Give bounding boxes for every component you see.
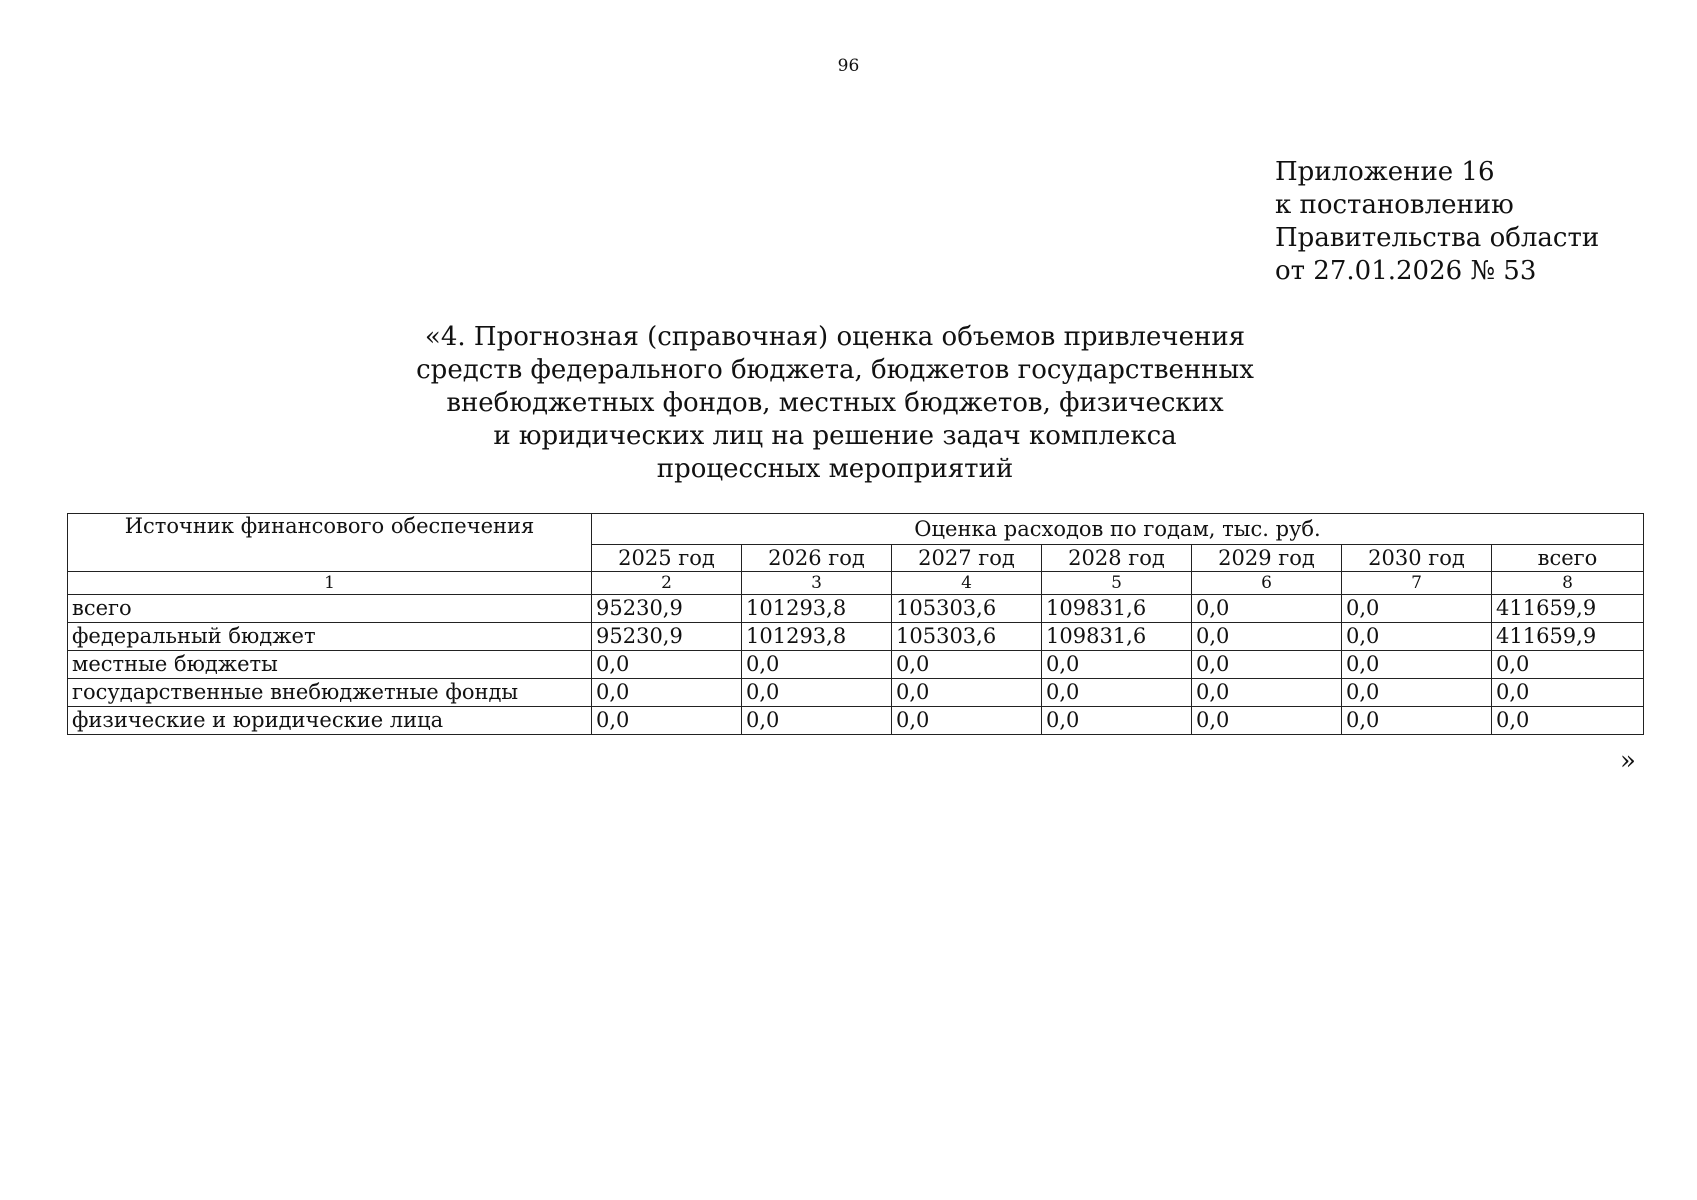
column-number-row bbox=[68, 572, 1644, 595]
table-cell: 0,0 bbox=[1042, 707, 1192, 735]
appendix-line: к постановлению bbox=[1275, 190, 1514, 220]
row-label: государственные внебюджетные фонды bbox=[68, 679, 592, 707]
table-row bbox=[68, 623, 1644, 651]
table-cell: 0,0 bbox=[1192, 679, 1342, 707]
column-number: 6 bbox=[1192, 572, 1342, 595]
table-cell: 0,0 bbox=[1342, 707, 1492, 735]
table-cell: 0,0 bbox=[1492, 679, 1644, 707]
table-cell: 95230,9 bbox=[592, 623, 742, 651]
title-line: средств федерального бюджета, бюджетов государственных bbox=[416, 355, 1254, 385]
column-number: 8 bbox=[1492, 572, 1644, 595]
title-line: «4. Прогнозная (справочная) оценка объемов привлечения bbox=[424, 322, 1246, 352]
table-cell: 0,0 bbox=[592, 707, 742, 735]
source-header: Источник финансового обеспечения bbox=[68, 514, 592, 572]
table-row bbox=[68, 707, 1644, 735]
table-row bbox=[68, 595, 1644, 623]
table-cell: 0,0 bbox=[892, 651, 1042, 679]
row-label: федеральный бюджет bbox=[68, 623, 592, 651]
page-number: 96 bbox=[837, 56, 860, 76]
table-cell: 105303,6 bbox=[892, 595, 1042, 623]
appendix-date-line: от 27.01.2026 № 53 bbox=[1275, 256, 1537, 286]
table-cell: 0,0 bbox=[742, 707, 892, 735]
table-cell: 0,0 bbox=[1192, 595, 1342, 623]
title-line: внебюджетных фондов, местных бюджетов, физических bbox=[446, 388, 1224, 418]
appendix-block bbox=[1275, 156, 1599, 288]
table-cell: 101293,8 bbox=[742, 623, 892, 651]
table-row bbox=[68, 679, 1644, 707]
title-line: процессных мероприятий bbox=[656, 454, 1014, 484]
column-number: 4 bbox=[892, 572, 1042, 595]
table-cell: 411659,9 bbox=[1492, 595, 1644, 623]
table-cell: 0,0 bbox=[1192, 707, 1342, 735]
table-cell: 0,0 bbox=[892, 707, 1042, 735]
table-cell: 105303,6 bbox=[892, 623, 1042, 651]
year-header: 2025 год bbox=[592, 545, 742, 572]
table-cell: 411659,9 bbox=[1492, 623, 1644, 651]
total-header: всего bbox=[1492, 545, 1644, 572]
row-label: физические и юридические лица bbox=[68, 707, 592, 735]
table-cell: 0,0 bbox=[1342, 651, 1492, 679]
row-label: всего bbox=[68, 595, 592, 623]
table-cell: 0,0 bbox=[1492, 651, 1644, 679]
table-cell: 0,0 bbox=[592, 651, 742, 679]
table-cell: 101293,8 bbox=[742, 595, 892, 623]
table-cell: 0,0 bbox=[1342, 595, 1492, 623]
table-cell: 0,0 bbox=[742, 679, 892, 707]
year-header: 2030 год bbox=[1342, 545, 1492, 572]
table-cell: 0,0 bbox=[1042, 679, 1192, 707]
table-cell: 0,0 bbox=[1342, 679, 1492, 707]
table-row bbox=[68, 651, 1644, 679]
table-cell: 0,0 bbox=[892, 679, 1042, 707]
document-title bbox=[400, 321, 1270, 486]
table-cell: 0,0 bbox=[1342, 623, 1492, 651]
table-cell: 0,0 bbox=[592, 679, 742, 707]
row-label: местные бюджеты bbox=[68, 651, 592, 679]
appendix-line: Приложение 16 bbox=[1275, 157, 1495, 187]
column-number: 1 bbox=[68, 572, 592, 595]
year-header: 2027 год bbox=[892, 545, 1042, 572]
column-number: 3 bbox=[742, 572, 892, 595]
table-cell: 0,0 bbox=[742, 651, 892, 679]
year-header: 2026 год bbox=[742, 545, 892, 572]
column-number: 2 bbox=[592, 572, 742, 595]
appendix-line: Правительства области bbox=[1275, 223, 1600, 253]
table-cell: 109831,6 bbox=[1042, 623, 1192, 651]
table-cell: 0,0 bbox=[1192, 651, 1342, 679]
column-number: 7 bbox=[1342, 572, 1492, 595]
table-cell: 109831,6 bbox=[1042, 595, 1192, 623]
table-cell: 95230,9 bbox=[592, 595, 742, 623]
table-cell: 0,0 bbox=[1192, 623, 1342, 651]
expenses-group-header: Оценка расходов по годам, тыс. руб. bbox=[592, 514, 1644, 545]
column-number: 5 bbox=[1042, 572, 1192, 595]
closing-quote: » bbox=[1620, 746, 1636, 776]
year-header: 2028 год bbox=[1042, 545, 1192, 572]
title-line: и юридических лиц на решение задач комплекса bbox=[493, 421, 1177, 451]
table-cell: 0,0 bbox=[1042, 651, 1192, 679]
table-cell: 0,0 bbox=[1492, 707, 1644, 735]
year-header: 2029 год bbox=[1192, 545, 1342, 572]
financing-table bbox=[67, 513, 1644, 735]
